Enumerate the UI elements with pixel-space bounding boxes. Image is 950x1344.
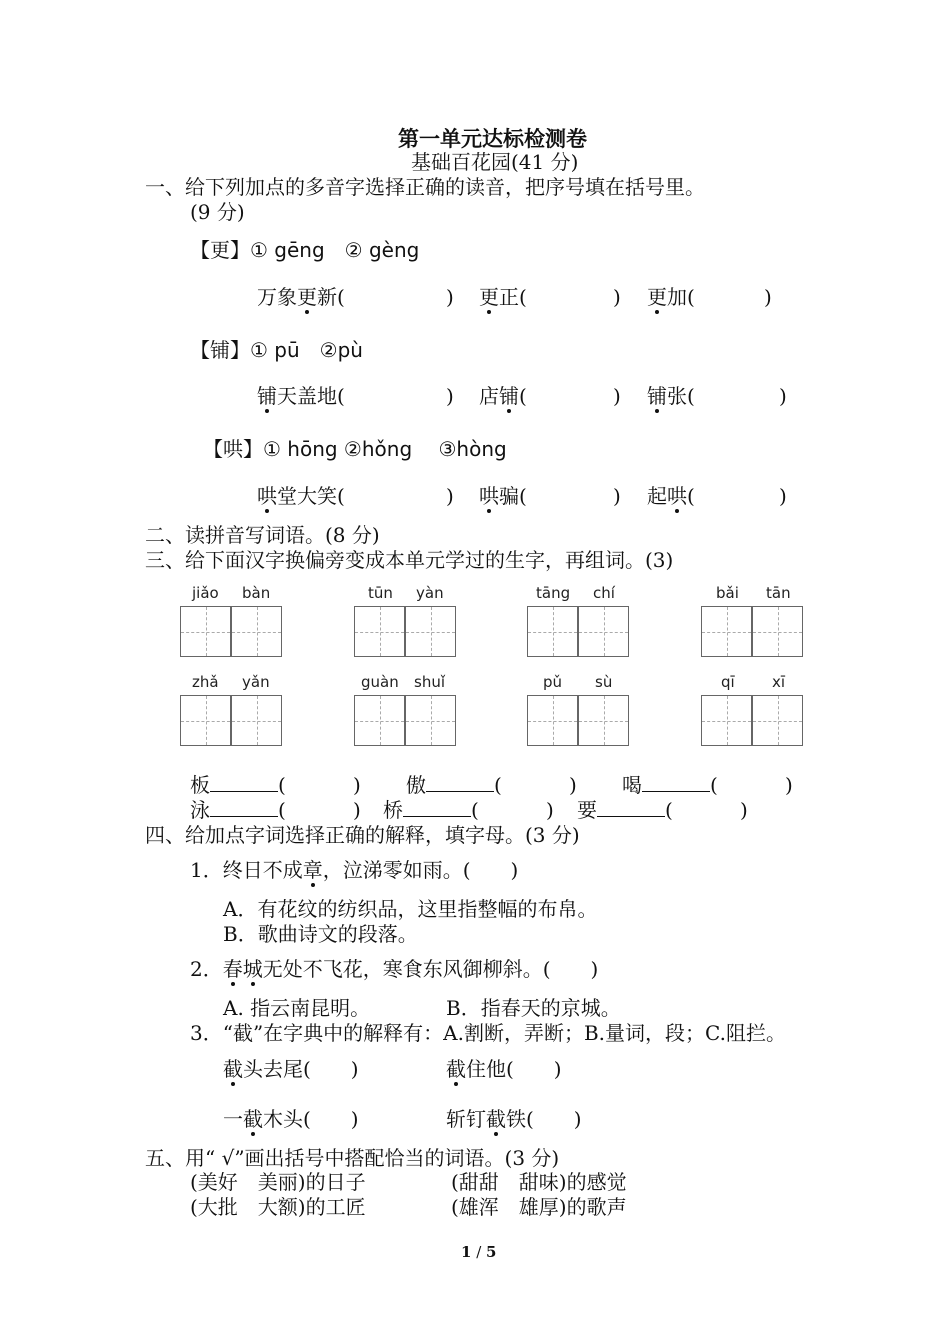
q1-g3-item2: 哄骗(: [479, 484, 527, 508]
page-number: 1 / 5: [461, 1243, 497, 1261]
q4-sentence1: 1．终日不成章，泣涕零如雨。( ): [190, 858, 519, 882]
pinyin-label: yàn: [416, 584, 444, 602]
paren-close: ): [785, 773, 793, 797]
pinyin-label: yǎn: [242, 673, 270, 691]
answer-blank[interactable]: [210, 800, 278, 817]
radical-item: 桥 (: [383, 798, 479, 822]
q4-option-1b: B．歌曲诗文的段落。: [223, 922, 418, 946]
dotted-char: 哄: [667, 484, 687, 508]
radical-item: 傲 (: [406, 773, 502, 797]
answer-blank[interactable]: [403, 800, 471, 817]
dotted-char: 更: [297, 285, 317, 309]
paren-close: ): [546, 798, 554, 822]
q1-g2-item2-close: ): [613, 384, 621, 408]
q1-g1-item2-close: ): [613, 285, 621, 309]
radical-item: 泳 (: [190, 798, 286, 822]
q1-g2-item3-close: ): [779, 384, 787, 408]
q1-g3-item2-close: ): [613, 484, 621, 508]
q4-s3-item2: 截住他( ): [446, 1057, 562, 1081]
dotted-char: 更: [479, 285, 499, 309]
q1-g2-item3: 铺张(: [647, 384, 695, 408]
q4-s3-item4: 斩钉截铁( ): [446, 1107, 582, 1131]
pinyin-label: sù: [595, 673, 613, 691]
paren-close: ): [740, 798, 748, 822]
pinyin-label: tūn: [368, 584, 393, 602]
pinyin-label: xī: [772, 673, 786, 691]
writing-cell[interactable]: [701, 606, 752, 657]
q1-g3-item1-close: ): [446, 484, 454, 508]
q1-g2-item1-close: ): [446, 384, 454, 408]
page-title: 第一单元达标检测卷: [398, 126, 587, 151]
dotted-char: 铺: [257, 384, 277, 408]
dotted-char: 铺: [499, 384, 519, 408]
pinyin-label: qī: [721, 673, 735, 691]
q1-g1-item3: 更加(: [647, 285, 695, 309]
radical-item: 板 (: [190, 773, 286, 797]
writing-cell[interactable]: [405, 695, 456, 746]
writing-cell[interactable]: [180, 695, 231, 746]
q4-sentence2: 2．春城无处不飞花，寒食东风御柳斜。( ): [190, 957, 599, 981]
pinyin-label: tān: [766, 584, 791, 602]
pinyin-label: jiǎo: [192, 584, 219, 602]
dotted-char: 截: [446, 1057, 466, 1081]
q1-g2-item1: 铺天盖地(: [257, 384, 345, 408]
q4-s3-item3: 一截木头( ): [223, 1107, 359, 1131]
dotted-char: 截: [223, 1057, 243, 1081]
dotted-char: 截: [243, 1107, 263, 1131]
q4-sentence3: 3．“截”在字典中的解释有：A.割断，弄断；B.量词，段；C.阻拦。: [190, 1021, 786, 1045]
writing-cell[interactable]: [527, 606, 578, 657]
q1-g1-item1-close: ): [446, 285, 454, 309]
pinyin-label: tāng: [536, 584, 571, 602]
answer-blank[interactable]: [426, 775, 494, 792]
answer-blank[interactable]: [597, 800, 665, 817]
paren-close: ): [353, 773, 361, 797]
q1-g1-item3-close: ): [764, 285, 772, 309]
paren-close: ): [569, 773, 577, 797]
radical-item: 喝 (: [622, 773, 718, 797]
dotted-char: 春: [222, 957, 243, 981]
q1-g2-item2: 店铺(: [479, 384, 527, 408]
writing-cell[interactable]: [701, 695, 752, 746]
q1-g3-item1: 哄堂大笑(: [257, 484, 345, 508]
q4-s3-item1: 截头去尾( ): [223, 1057, 359, 1081]
pinyin-label: zhǎ: [192, 673, 219, 691]
q1-g3-item3-close: ): [779, 484, 787, 508]
answer-blank[interactable]: [210, 775, 278, 792]
q1-group3-label: 【哄】① hōng ②hǒng ③hòng: [203, 437, 507, 461]
dotted-char: 章: [302, 858, 323, 882]
q5-choice[interactable]: (大批 大额)的工匠: [190, 1195, 366, 1219]
q5-choice[interactable]: (雄浑 雄厚)的歌声: [451, 1195, 627, 1219]
q5-choice[interactable]: (甜甜 甜味)的感觉: [451, 1170, 627, 1194]
pinyin-label: shuǐ: [414, 673, 445, 691]
writing-cell[interactable]: [354, 606, 405, 657]
pinyin-label: bǎi: [716, 584, 739, 602]
pinyin-label: bàn: [242, 584, 271, 602]
q5-choice[interactable]: (美好 美丽)的日子: [190, 1170, 366, 1194]
q5-heading: 五、用“ √”画出括号中搭配恰当的词语。(3 分): [145, 1146, 560, 1170]
dotted-char: 哄: [257, 484, 277, 508]
q1-g1-item1: 万象更新(: [257, 285, 345, 309]
q3-heading: 三、给下面汉字换偏旁变成本单元学过的生字，再组词。(3): [145, 548, 674, 572]
q4-option-2b: B．指春天的京城。: [446, 996, 621, 1020]
dotted-char: 哄: [479, 484, 499, 508]
section-subtitle: 基础百花园(41 分): [411, 150, 579, 174]
dotted-char: 更: [647, 285, 667, 309]
q4-option-1a: A．有花纹的纺织品，这里指整幅的布帛。: [223, 897, 598, 921]
writing-cell[interactable]: [180, 606, 231, 657]
dotted-char: 铺: [647, 384, 667, 408]
q1-group1-label: 【更】① gēng ② gèng: [190, 238, 420, 262]
q2-heading: 二、读拼音写词语。(8 分): [145, 523, 380, 547]
writing-cell[interactable]: [354, 695, 405, 746]
q1-heading: 一、给下列加点的多音字选择正确的读音，把序号填在括号里。: [145, 175, 705, 199]
q4-option-2a: A. 指云南昆明。: [223, 996, 371, 1020]
pinyin-label: pǔ: [543, 673, 563, 691]
writing-cell[interactable]: [527, 695, 578, 746]
writing-cell[interactable]: [231, 695, 282, 746]
q4-heading: 四、给加点字词选择正确的解释，填字母。(3 分): [145, 823, 580, 847]
q1-g3-item3: 起哄(: [647, 484, 695, 508]
q1-g1-item2: 更正(: [479, 285, 527, 309]
q1-points: (9 分): [190, 200, 245, 224]
pinyin-label: chí: [593, 584, 615, 602]
writing-cell[interactable]: [752, 606, 803, 657]
answer-blank[interactable]: [642, 775, 710, 792]
writing-cell[interactable]: [578, 606, 629, 657]
writing-cell[interactable]: [405, 606, 456, 657]
q1-group2-label: 【铺】① pū ②pù: [190, 338, 363, 362]
writing-cell[interactable]: [578, 695, 629, 746]
dotted-char: 城: [242, 957, 263, 981]
writing-cell[interactable]: [231, 606, 282, 657]
writing-cell[interactable]: [752, 695, 803, 746]
radical-item: 要 (: [577, 798, 673, 822]
dotted-char: 截: [486, 1107, 506, 1131]
pinyin-label: guàn: [361, 673, 399, 691]
paren-close: ): [353, 798, 361, 822]
